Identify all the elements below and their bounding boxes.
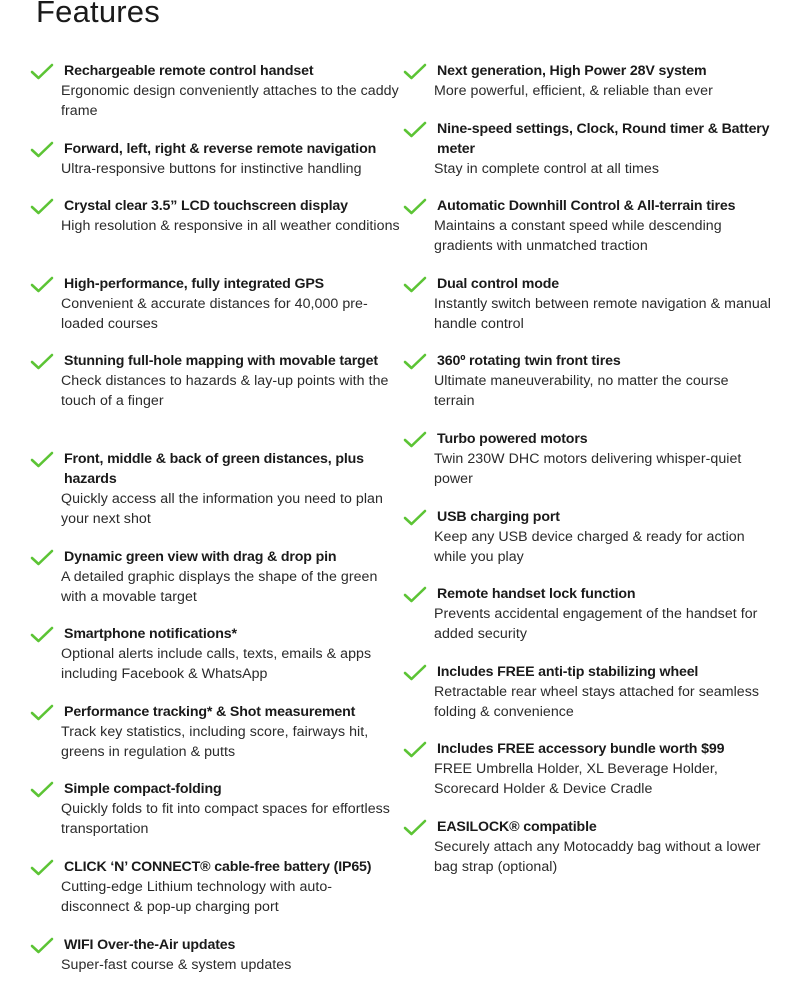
feature-description: Super-fast course & system updates xyxy=(61,956,292,973)
feature-description: Maintains a constant speed while descending gradients with unmatched traction xyxy=(434,218,722,255)
feature-description: Quickly folds to fit into compact spaces for effortless transportation xyxy=(61,801,390,838)
feature-description: Ultimate maneuverability, no matter the course terrain xyxy=(434,373,729,410)
checkmark-icon xyxy=(403,276,427,294)
checkmark-icon xyxy=(403,741,427,759)
feature-item xyxy=(28,196,400,271)
feature-title: Simple compact-folding xyxy=(64,781,222,798)
feature-title: Remote handset lock function xyxy=(437,586,636,603)
feature-item xyxy=(28,61,400,136)
feature-item xyxy=(28,935,400,989)
feature-description: Securely attach any Motocaddy bag without a lower bag strap (optional) xyxy=(434,838,761,875)
feature-title: High-performance, fully integrated GPS xyxy=(64,275,324,292)
checkmark-icon xyxy=(30,63,54,81)
feature-title: Next generation, High Power 28V system xyxy=(437,63,707,79)
feature-item xyxy=(401,507,773,582)
feature-title: Nine-speed settings, Clock, Round timer & Battery meter xyxy=(437,120,770,157)
feature-title: EASILOCK® compatible xyxy=(437,818,597,835)
feature-description: Quickly access all the information you need to plan your next shot xyxy=(61,490,383,527)
feature-item xyxy=(401,429,773,504)
checkmark-icon xyxy=(30,781,54,799)
feature-item xyxy=(401,817,773,892)
feature-title: Dynamic green view with drag & drop pin xyxy=(64,548,337,565)
feature-item xyxy=(28,449,400,544)
feature-title: Performance tracking* & Shot measurement xyxy=(64,703,356,720)
feature-item xyxy=(401,584,773,659)
feature-description: High resolution & responsive in all weather conditions xyxy=(61,218,400,235)
feature-title: Dual control mode xyxy=(437,275,559,292)
checkmark-icon xyxy=(30,549,54,567)
feature-item xyxy=(28,351,400,446)
page-title: Features xyxy=(36,0,160,29)
feature-title: USB charging port xyxy=(437,508,560,525)
feature-item xyxy=(28,779,400,854)
feature-description: Cutting-edge Lithium technology with auto-disconnect & pop-up charging port xyxy=(61,878,333,915)
checkmark-icon xyxy=(30,937,54,955)
feature-item xyxy=(28,547,400,622)
feature-title: Smartphone notifications* xyxy=(64,626,237,643)
feature-list-left xyxy=(28,58,400,989)
feature-title: Rechargeable remote control handset xyxy=(64,63,314,79)
feature-title: 360º rotating twin front tires xyxy=(437,353,621,370)
feature-list-right xyxy=(401,58,773,892)
checkmark-icon xyxy=(403,121,427,139)
feature-description: Stay in complete control at all times xyxy=(434,160,660,177)
feature-description: Instantly switch between remote navigation & manual handle control xyxy=(434,295,771,332)
feature-description: Prevents accidental engagement of the handset for added security xyxy=(434,606,758,643)
feature-description: Retractable rear wheel stays attached for seamless folding & convenience xyxy=(434,683,760,720)
checkmark-icon xyxy=(30,451,54,469)
feature-item xyxy=(401,196,773,271)
feature-title: Automatic Downhill Control & All-terrain tires xyxy=(437,198,736,215)
feature-description: More powerful, efficient, & reliable than ever xyxy=(434,83,713,99)
checkmark-icon xyxy=(30,141,54,159)
checkmark-icon xyxy=(403,586,427,604)
checkmark-icon xyxy=(30,859,54,877)
feature-item xyxy=(28,139,400,194)
feature-description: Ultra-responsive buttons for instinctive handling xyxy=(61,160,362,177)
feature-description: Optional alerts include calls, texts, emails & apps including Facebook & WhatsApp xyxy=(61,646,372,683)
checkmark-icon xyxy=(403,63,427,81)
checkmark-icon xyxy=(403,664,427,682)
feature-item xyxy=(28,702,400,777)
checkmark-icon xyxy=(403,509,427,527)
feature-title: WIFI Over-the-Air updates xyxy=(64,936,236,953)
checkmark-icon xyxy=(30,626,54,644)
feature-item xyxy=(401,119,773,194)
feature-description: A detailed graphic displays the shape of the green with a movable target xyxy=(61,568,378,605)
feature-description: Check distances to hazards & lay-up points with the touch of a finger xyxy=(61,373,389,410)
feature-item xyxy=(401,351,773,426)
checkmark-icon xyxy=(30,198,54,216)
feature-item xyxy=(401,662,773,737)
feature-title: Forward, left, right & reverse remote navigation xyxy=(64,140,377,157)
feature-item xyxy=(401,739,773,814)
checkmark-icon xyxy=(403,353,427,371)
feature-item xyxy=(401,274,773,349)
feature-description: Twin 230W DHC motors delivering whisper-quiet power xyxy=(434,450,742,487)
feature-item xyxy=(28,857,400,932)
feature-title: Includes FREE accessory bundle worth $99 xyxy=(437,741,725,758)
checkmark-icon xyxy=(30,276,54,294)
feature-title: CLICK ‘N’ CONNECT® cable-free battery (IP65) xyxy=(64,858,372,875)
checkmark-icon xyxy=(30,353,54,371)
checkmark-icon xyxy=(30,704,54,722)
feature-title: Turbo powered motors xyxy=(437,430,588,447)
feature-item xyxy=(28,624,400,699)
feature-description: Ergonomic design conveniently attaches to the caddy frame xyxy=(61,83,399,119)
checkmark-icon xyxy=(403,431,427,449)
checkmark-icon xyxy=(403,198,427,216)
feature-description: Keep any USB device charged & ready for action while you play xyxy=(434,528,745,565)
feature-title: Front, middle & back of green distances, plus hazards xyxy=(64,450,364,487)
feature-description: FREE Umbrella Holder, XL Beverage Holder, Scorecard Holder & Device Cradle xyxy=(434,761,718,798)
feature-description: Convenient & accurate distances for 40,000 pre-loaded courses xyxy=(61,295,368,332)
feature-item xyxy=(28,274,400,349)
feature-title: Crystal clear 3.5” LCD touchscreen display xyxy=(64,198,348,215)
feature-description: Track key statistics, including score, fairways hit, greens in regulation & putts xyxy=(61,723,369,760)
feature-title: Includes FREE anti-tip stabilizing wheel xyxy=(437,663,699,680)
feature-title: Stunning full-hole mapping with movable target xyxy=(64,353,378,370)
checkmark-icon xyxy=(403,819,427,837)
feature-item xyxy=(401,61,773,116)
